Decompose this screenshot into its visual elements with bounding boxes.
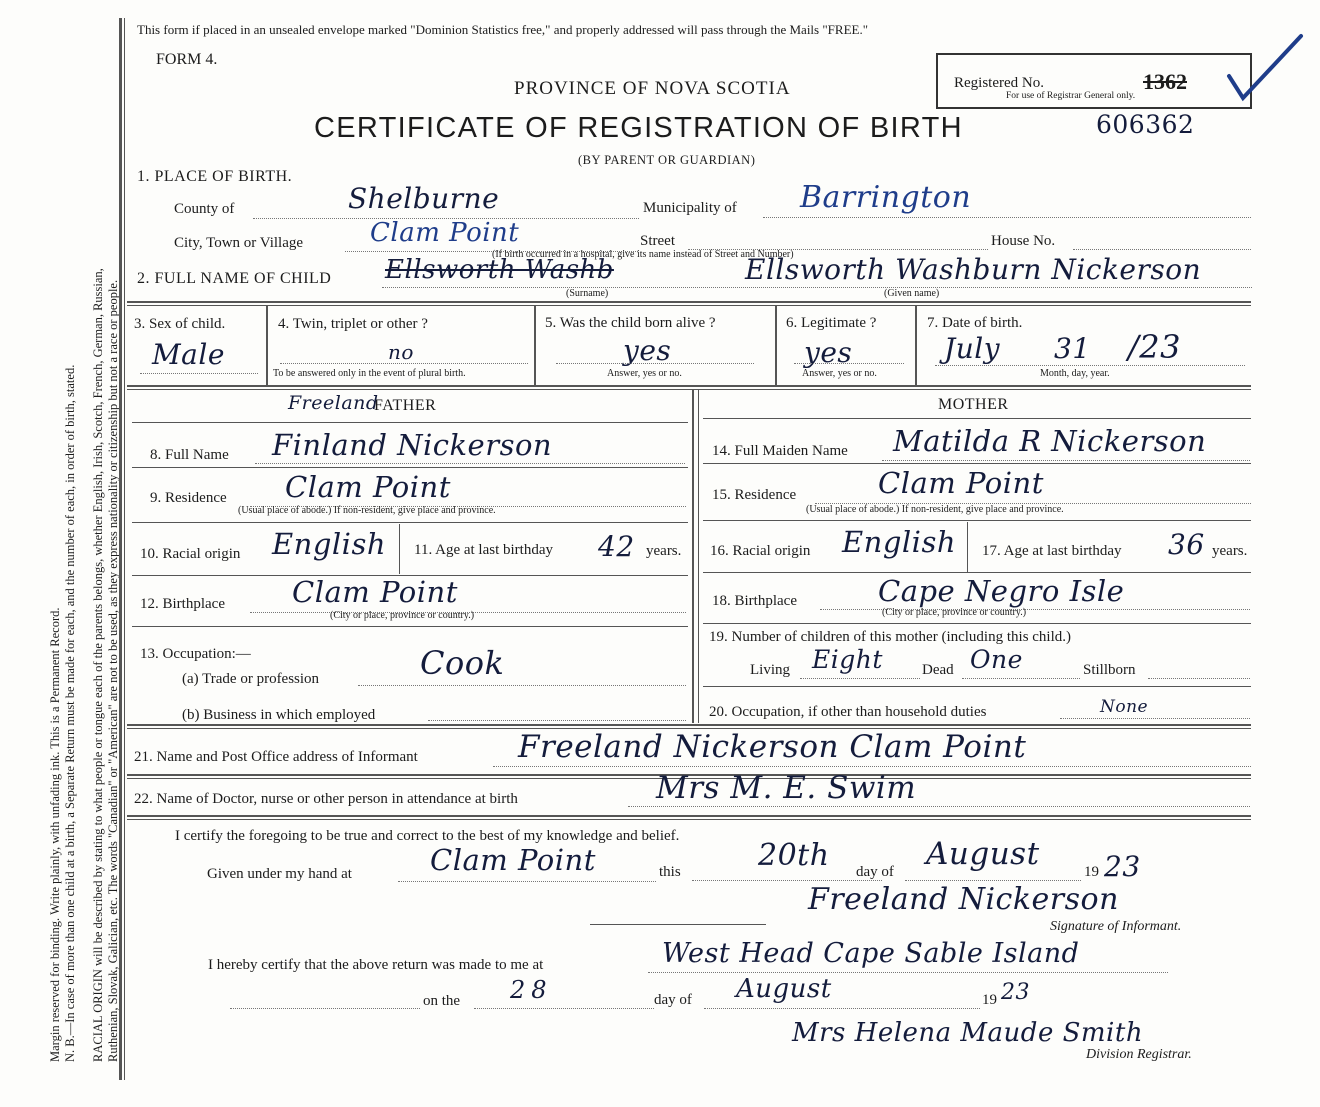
registrar-place-line [648,972,1168,973]
child-name-value: Ellsworth Washburn Nickerson [745,253,1202,286]
dob-note: Month, day, year. [1040,368,1110,379]
mother-birthplace-note: (City or place, province or country.) [882,607,1027,618]
dead-value: One [970,645,1023,674]
lead-line [230,1008,420,1009]
father-birthplace-label: 12. Birthplace [140,596,225,612]
margin-note-multiple-births: N. B.—In case of more than one child at a birth, a Separate Return must be made for each, and the number of each, in order of birth, stated. [63,364,77,1062]
cell-rule [967,522,968,572]
street-note: (If birth occurred in a hospital, give its name instead of Street and Number) [492,249,794,260]
sex-label: 3. Sex of child. [134,316,226,332]
given-year-prefix: 19 [1084,864,1099,880]
margin-rule [119,18,122,1080]
doctor-value: Mrs M. E. Swim [656,770,917,806]
page-title: CERTIFICATE OF REGISTRATION OF BIRTH [314,112,963,144]
municipality-value: Barrington [800,180,972,215]
mother-birthplace-value: Cape Negro Isle [878,574,1125,608]
row-rule [703,572,1251,573]
row-rule [132,522,688,523]
given-place-line [398,881,656,882]
child-name-line [382,287,1252,288]
municipality-label: Municipality of [643,200,737,216]
living-value: Eight [812,645,883,674]
margin-note-binding: Margin reserved for binding. Write plainly, with unfading ink. This is a Permanent Record. [48,607,62,1062]
mail-note: This form if placed in an unsealed envelope marked "Dominion Statistics free," and properly addressed will pass through the Mails "FREE." [137,22,869,37]
sex-value: Male [152,338,225,371]
reg-day-line [474,1008,654,1009]
column-rule [698,390,699,723]
father-name-correction: Freeland [288,392,379,414]
occupation-label: 13. Occupation:— [140,646,251,662]
doctor-line [628,806,1250,807]
doctor-label: 22. Name of Doctor, nurse or other person in attendance at birth [134,791,518,807]
divider [127,819,1251,820]
day-of-label: day of [856,864,894,880]
house-number-line [1073,249,1251,250]
row-rule [703,463,1251,464]
informant-line [493,766,1251,767]
sex-line [140,373,258,374]
dead-label: Dead [922,662,954,678]
twin-value: no [388,340,414,364]
row-rule [132,422,688,423]
given-year-value: 23 [1104,850,1141,883]
city-label: City, Town or Village [174,235,304,251]
twin-line [280,363,528,364]
father-heading: FATHER [374,397,437,414]
certificate-number: 606362 [1096,110,1195,139]
father-name-label: 8. Full Name [150,447,229,463]
child-name-label: 2. FULL NAME OF CHILD [137,270,332,287]
given-month-value: August [926,836,1040,872]
column-rule [692,390,694,723]
day-of-label-2: day of [654,992,692,1008]
registered-number-box [936,53,1252,109]
dead-line [962,678,1080,679]
given-name-caption: (Given name) [884,288,940,299]
mother-abode-note: (Usual place of abode.) If non-resident, give place and province. [806,504,1064,515]
return-made-label: I hereby certify that the above return was made to me at [208,957,544,973]
living-line [800,678,920,679]
legitimate-line [794,363,904,364]
this-label: this [659,864,681,880]
row-rule [703,686,1251,687]
house-number-label: House No. [991,233,1056,249]
father-age-value: 42 [598,530,635,563]
margin-rule-inner [124,18,125,1080]
signature-caption: Signature of Informant. [1050,919,1182,934]
form-number: FORM 4. [156,51,218,68]
children-count-label: 19. Number of children of this mother (including this child.) [709,629,1072,645]
column-rule [775,306,777,386]
alive-line [556,363,754,364]
business-label: (b) Business in which employed [182,707,376,723]
living-label: Living [750,662,790,678]
father-age-label: 11. Age at last birthday [414,542,553,558]
registrar-note: For use of Registrar General only. [1006,91,1136,101]
registered-number: 1362 [1143,69,1187,94]
father-years-label: years. [646,543,682,559]
father-residence-value: Clam Point [285,470,451,504]
province-heading: PROVINCE OF NOVA SCOTIA [514,78,791,99]
trade-line [358,685,686,686]
margin-note-racial-origin-2: Ruthenian, Slovak, Galician, etc. The words "Canadian" or "American" are not to be used, as they express nationality or citizenship but not a race or people. [106,279,120,1062]
divider [127,389,1251,390]
stillborn-line [1148,678,1250,679]
reg-month-value: August [736,974,832,1004]
mother-name-label: 14. Full Maiden Name [712,443,848,459]
given-month-line [905,880,1081,881]
mother-years-label: years. [1212,543,1248,559]
row-rule [703,418,1251,419]
mother-occupation-line [1060,718,1250,719]
mother-occupation-value: None [1100,697,1149,717]
legitimate-label: 6. Legitimate ? [786,315,877,331]
informant-signature: Freeland Nickerson [808,882,1119,917]
mother-age-label: 17. Age at last birthday [982,543,1122,559]
dob-line [935,365,1245,366]
given-day-line [692,880,882,881]
row-rule [132,467,688,468]
mother-name-line [882,460,1250,461]
informant-value: Freeland Nickerson Clam Point [518,729,1027,765]
street-label: Street [640,233,675,249]
mother-age-value: 36 [1168,528,1205,561]
reg-day-value: 28 [510,976,553,1004]
column-rule [266,306,268,386]
margin-note-racial-origin: RACIAL ORIGIN will be described by stating to what people or tongue each of the parents belongs, whether English, Irish, Scotch, French, German, Russian, [91,268,105,1062]
row-rule [703,520,1251,521]
dob-label: 7. Date of birth. [927,315,1023,331]
registrar-signature: Mrs Helena Maude Smith [792,1018,1144,1048]
divider [127,301,1251,303]
given-day-value: 20th [758,838,830,873]
dob-month: July [944,332,1001,365]
stillborn-label: Stillborn [1083,662,1136,678]
informant-label: 21. Name and Post Office address of Informant [134,749,418,765]
dob-year: /23 [1128,328,1181,366]
signature-rule [590,924,766,925]
surname-caption: (Surname) [566,288,609,299]
father-residence-label: 9. Residence [150,490,227,506]
mother-residence-label: 15. Residence [712,487,797,503]
alive-label: 5. Was the child born alive ? [545,315,716,331]
twin-label: 4. Twin, triplet or other ? [278,316,428,332]
business-line [428,720,686,721]
father-race-value: English [272,527,387,561]
trade-value: Cook [420,644,505,682]
alive-value: yes [623,334,672,367]
page-subtitle: (BY PARENT OR GUARDIAN) [578,153,756,167]
mother-birthplace-label: 18. Birthplace [712,593,797,609]
mother-occupation-label: 20. Occupation, if other than household duties [709,704,987,720]
registered-label: Registered No. [954,75,1044,91]
city-value: Clam Point [370,218,520,248]
reg-month-line [704,1008,980,1009]
column-rule [534,306,536,386]
mother-heading: MOTHER [938,396,1009,413]
place-of-birth-label: 1. PLACE OF BIRTH. [137,168,293,185]
on-the-label: on the [423,993,461,1009]
row-rule [703,623,1251,624]
reg-year-prefix: 19 [982,992,997,1008]
legitimate-value: yes [804,336,853,369]
father-race-label: 10. Racial origin [140,546,241,562]
mother-residence-value: Clam Point [878,466,1044,500]
father-abode-note: (Usual place of abode.) If non-resident, give place and province. [238,505,496,516]
divider [127,815,1251,817]
county-value: Shelburne [348,182,500,215]
county-label: County of [174,201,235,217]
registrar-caption: Division Registrar. [1086,1047,1192,1062]
father-name-value: Finland Nickerson [272,428,553,462]
alive-note: Answer, yes or no. [607,368,682,379]
municipality-line [763,217,1251,218]
twin-note: To be answered only in the event of plural birth. [273,368,466,379]
check-mark-icon [1225,32,1305,104]
dob-day: 31 [1054,332,1091,365]
mother-name-value: Matilda R Nickerson [893,424,1207,458]
mother-race-label: 16. Racial origin [710,543,811,559]
mother-race-value: English [842,525,957,559]
given-at-label: Given under my hand at [207,866,352,882]
certify-statement: I certify the foregoing to be true and correct to the best of my knowledge and belief. [175,828,680,844]
father-birthplace-value: Clam Point [292,575,458,609]
column-rule [915,306,917,386]
cell-rule [399,524,400,574]
father-birthplace-note: (City or place, province or country.) [330,610,475,621]
child-name-struck: Ellsworth Washb [385,255,614,285]
registrar-place-value: West Head Cape Sable Island [662,938,1080,969]
divider [127,305,1251,306]
reg-year-value: 23 [1001,980,1030,1005]
row-rule [132,626,688,627]
divider [127,385,1251,387]
given-place-value: Clam Point [430,843,596,877]
legitimate-note: Answer, yes or no. [802,368,877,379]
divider [127,724,1251,726]
trade-label: (a) Trade or profession [182,671,320,687]
father-name-line [255,463,685,464]
